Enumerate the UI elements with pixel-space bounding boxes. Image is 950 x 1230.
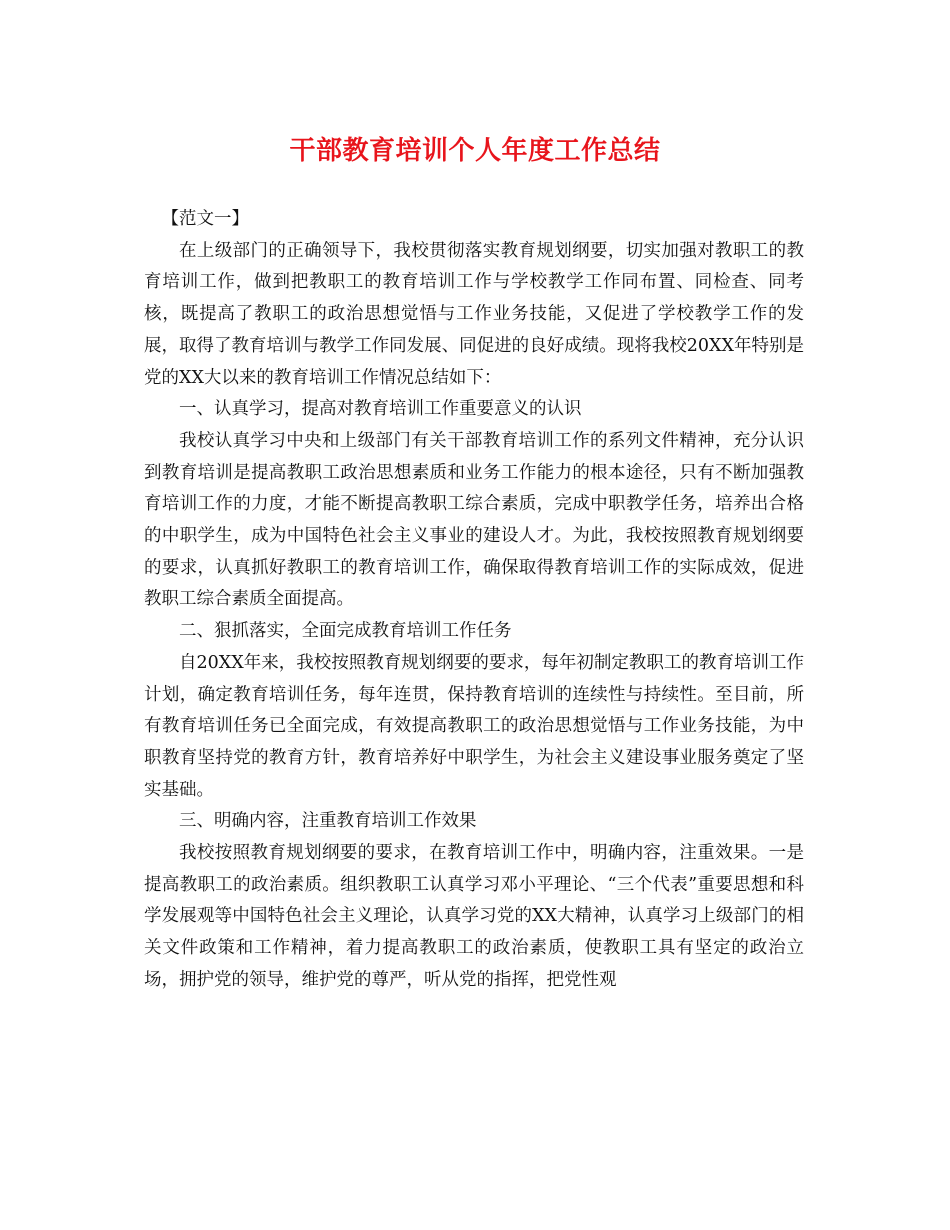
document-title: 干部教育培训个人年度工作总结 [289,136,661,166]
heading-one: 一、认真学习，提高对教育培训工作重要意义的认识 [179,399,582,420]
intro-paragraph: 在上级部门的正确领导下，我校贯彻落实教育规划纲要，切实加强对教职工的教育培训工作，做到把教职工的教育培训工作与学校教学工作同布置、同检查、同考核，既提高了教职工的政治思想觉悟与工作业务技能，又促进了学校教学工作的发展，取得了教育培训与教学工作同发展、同促进的良好成绩。现将我校20XX年特别是党的XX大以来的教育培训工作情况总结如下： [144,240,804,388]
paragraph-three: 我校按照教育规划纲要的要求，在教育培训工作中，明确内容，注重效果。一是提高教职工的政治素质。组织教职工认真学习邓小平理论、“三个代表”重要思想和科学发展观等中国特色社会主义理论，认真学习党的XX大精神，认真学习上级部门的相关文件政策和工作精神，着力提高教职工的政治素质，使教职工具有坚定的政治立场，拥护党的领导，维护党的尊严，听从党的指挥，把党性观 [144,843,804,990]
paragraph-one: 我校认真学习中央和上级部门有关干部教育培训工作的系列文件精神，充分认识到教育培训是提高教职工政治思想素质和业务工作能力的根本途径，只有不断加强教育培训工作的力度，才能不断提高教职工综合素质，完成中职教学任务，培养出合格的中职学生，成为中国特色社会主义事业的建设人才。为此，我校按照教育规划纲要的要求，认真抓好教职工的教育培训工作，确保取得教育培训工作的实际成效，促进教职工综合素质全面提高。 [144,430,804,610]
document-body [144,204,804,997]
paragraph-two: 自20XX年来，我校按照教育规划纲要的要求，每年初制定教职工的教育培训工作计划，确定教育培训任务，每年连贯，保持教育培训的连续性与持续性。至目前，所有教育培训任务已全面完成，有效提高教职工的政治思想觉悟与工作业务技能，为中职教育坚持党的教育方针，教育培养好中职学生，为社会主义建设事业服务奠定了坚实基础。 [144,652,804,800]
section-label: 【范文一】 [161,209,249,229]
heading-three: 三、明确内容，注重教育培训工作效果 [179,811,477,832]
heading-two: 二、狠抓落实，全面完成教育培训工作任务 [179,621,512,642]
